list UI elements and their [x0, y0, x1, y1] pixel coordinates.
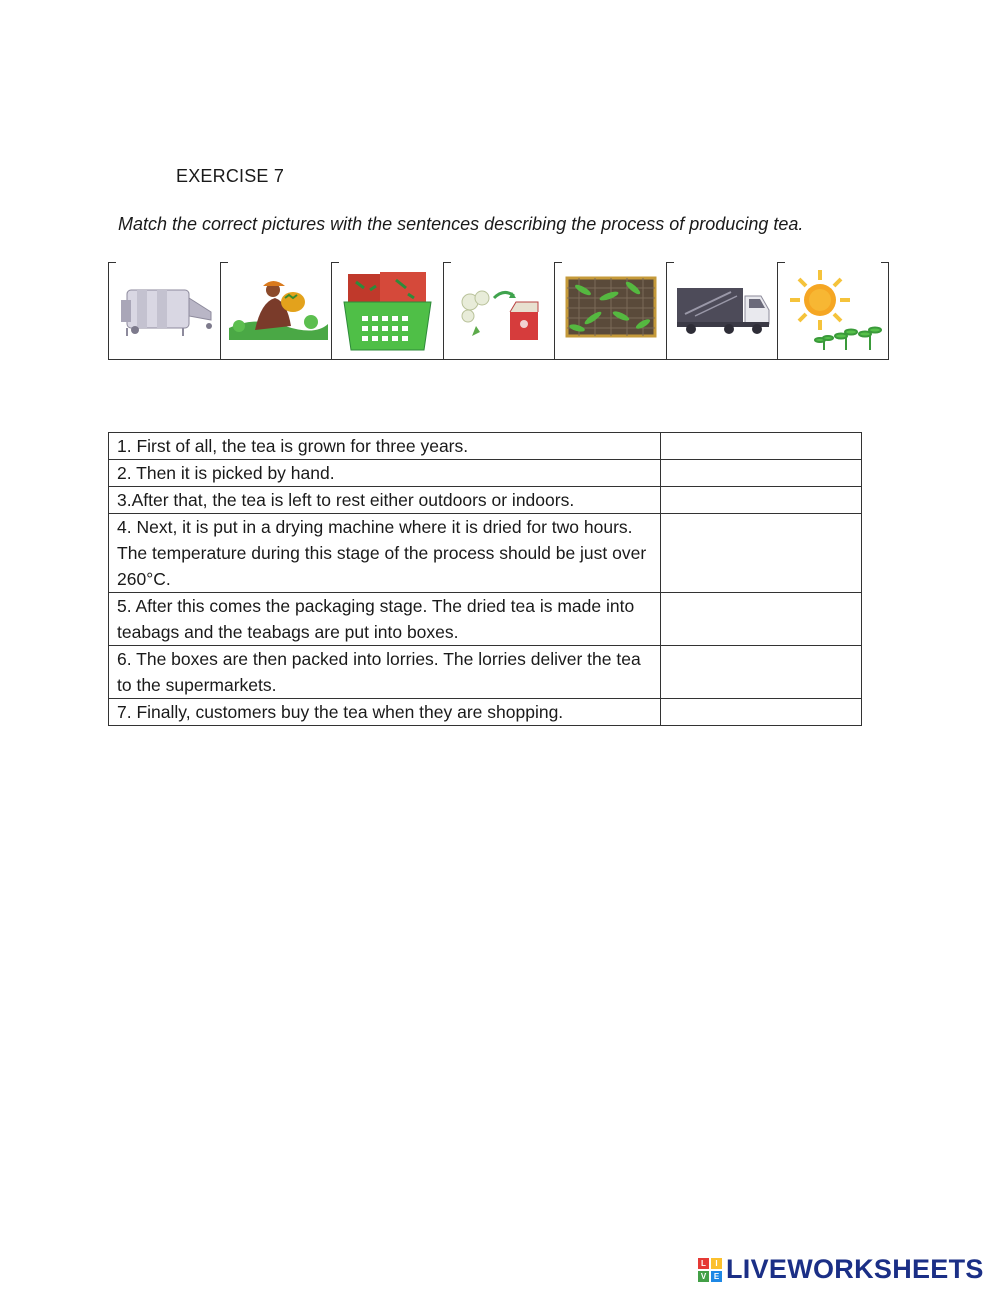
table-row [109, 460, 862, 487]
table-row [109, 646, 862, 699]
picture-cell[interactable] [554, 262, 666, 360]
sun-plants-icon [782, 268, 885, 356]
table-row [109, 699, 862, 726]
picture-cell[interactable] [331, 262, 443, 360]
liveworksheets-logo[interactable] [698, 1254, 984, 1285]
answer-box[interactable] [661, 646, 862, 699]
answer-box[interactable] [661, 433, 862, 460]
table-row [109, 487, 862, 514]
tea-basket-icon [336, 268, 439, 356]
sentence-cell: 5. After this comes the packaging stage. The dried tea is made into teabags and the teabags are put into boxes. [109, 593, 661, 646]
picture-cell[interactable] [220, 262, 332, 360]
tea-picker-icon [225, 268, 328, 356]
sentence-cell: 2. Then it is picked by hand. [109, 460, 661, 487]
table-row [109, 433, 862, 460]
table-row [109, 593, 862, 646]
answer-box[interactable] [661, 699, 862, 726]
picture-cell[interactable] [443, 262, 555, 360]
teabag-box-icon [448, 268, 551, 356]
logo-text: LIVEWORKSHEETS [726, 1254, 984, 1284]
picture-cell[interactable] [777, 262, 889, 360]
logo-blocks-icon: L I V E [698, 1258, 722, 1282]
lorry-icon [671, 268, 774, 356]
table-row [109, 514, 862, 593]
picture-strip [108, 262, 889, 360]
sentence-cell: 1. First of all, the tea is grown for three years. [109, 433, 661, 460]
leaves-on-rack-icon [559, 268, 662, 356]
answer-box[interactable] [661, 460, 862, 487]
answer-box[interactable] [661, 514, 862, 593]
sentence-cell: 3.After that, the tea is left to rest either outdoors or indoors. [109, 487, 661, 514]
sentence-cell: 4. Next, it is put in a drying machine where it is dried for two hours. The temperature during this stage of the process should be just over 260°C. [109, 514, 661, 593]
sentence-cell: 7. Finally, customers buy the tea when they are shopping. [109, 699, 661, 726]
answer-box[interactable] [661, 487, 862, 514]
matching-table [108, 432, 862, 726]
sentence-cell: 6. The boxes are then packed into lorries. The lorries deliver the tea to the supermarkets. [109, 646, 661, 699]
picture-cell[interactable] [108, 262, 220, 360]
answer-box[interactable] [661, 593, 862, 646]
drying-machine-icon [113, 268, 216, 356]
exercise-instruction: Match the correct pictures with the sentences describing the process of producing tea. [118, 214, 804, 234]
exercise-title: EXERCISE 7 [176, 166, 285, 186]
picture-cell[interactable] [666, 262, 778, 360]
